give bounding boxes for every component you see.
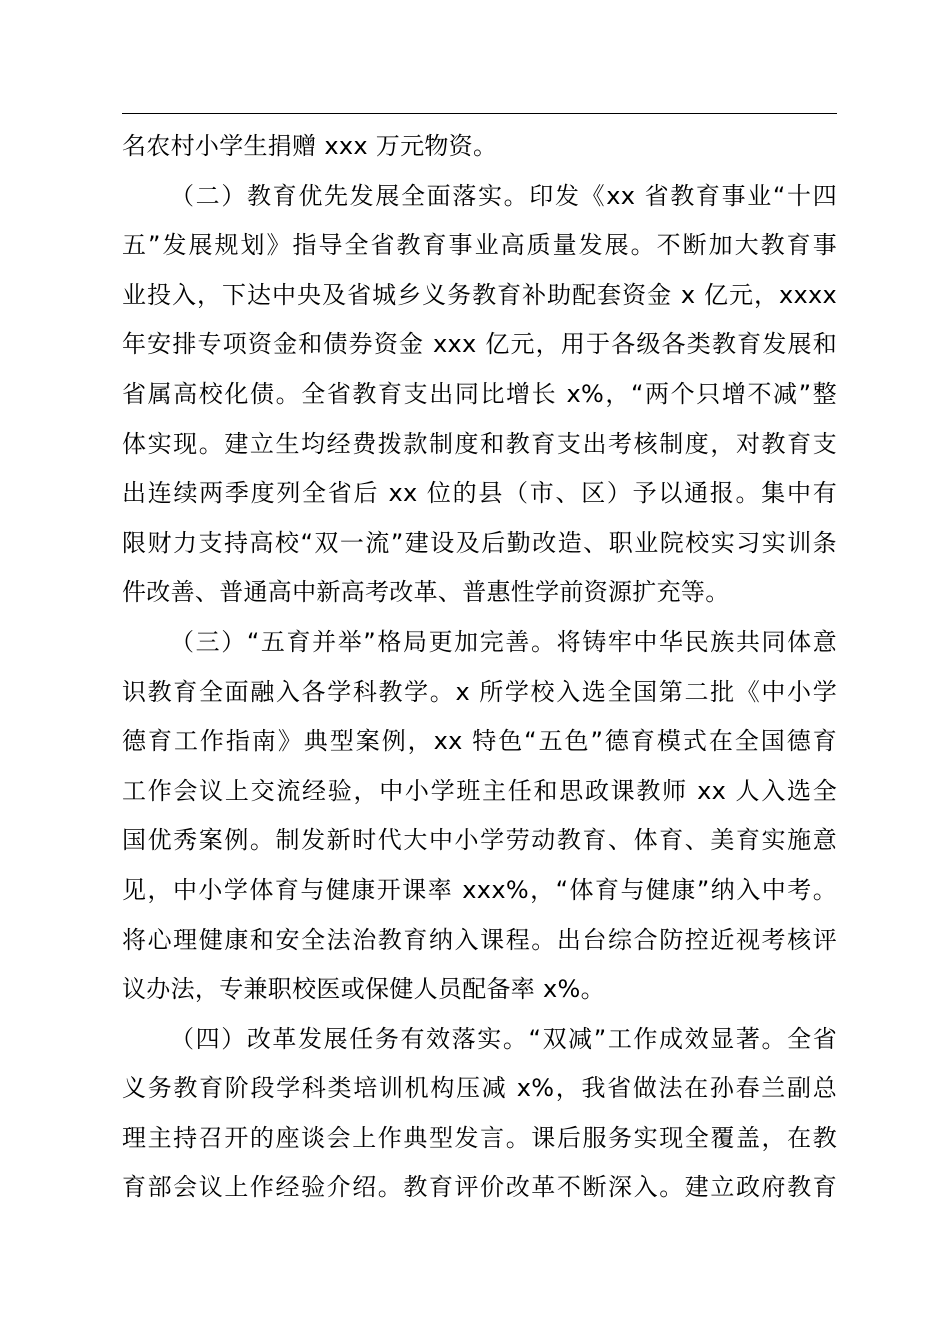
text-line: 国优秀案例。制发新时代大中小学劳动教育、体育、美育实施意 xyxy=(122,826,837,855)
text-line: 理主持召开的座谈会上作典型发言。课后服务实现全覆盖，在教 xyxy=(122,1123,837,1152)
text-line: 体实现。建立生均经费拨款制度和教育支出考核制度，对教育支 xyxy=(122,429,837,458)
text-line: 五”发展规划》指导全省教育事业高质量发展。不断加大教育事 xyxy=(122,231,837,260)
text-line: 名农村小学生捐赠 xxx 万元物资。 xyxy=(122,132,498,160)
paragraph-first-line: （三）“五育并举”格局更加完善。将铸牢中华民族共同体意 xyxy=(170,627,837,656)
text-line: 义务教育阶段学科类培训机构压减 x%，我省做法在孙春兰副总 xyxy=(122,1074,837,1103)
text-line: 见，中小学体育与健康开课率 xxx%，“体育与健康”纳入中考。 xyxy=(122,875,837,904)
text-line: 限财力支持高校“双一流”建设及后勤改造、职业院校实习实训条 xyxy=(122,528,837,557)
text-line: 业投入，下达中央及省城乡义务教育补助配套资金 x 亿元，xxxx xyxy=(122,280,837,309)
text-line: 议办法，专兼职校医或保健人员配备率 x%。 xyxy=(122,975,605,1004)
text-line: 育部会议上作经验介绍。教育评价改革不断深入。建立政府教育 xyxy=(122,1173,837,1202)
text-line: 工作会议上交流经验，中小学班主任和思政课教师 xx 人入选全 xyxy=(122,776,837,805)
paragraph-first-line: （二）教育优先发展全面落实。印发《xx 省教育事业“十四 xyxy=(170,181,837,210)
text-line: 件改善、普通高中新高考改革、普惠性学前资源扩充等。 xyxy=(122,578,730,607)
body-text xyxy=(122,122,837,1213)
text-line: 省属高校化债。全省教育支出同比增长 x%，“两个只增不减”整 xyxy=(122,379,837,408)
text-line: 识教育全面融入各学科教学。x 所学校入选全国第二批《中小学 xyxy=(122,677,837,706)
text-line: 年安排专项资金和债券资金 xxx 亿元，用于各级各类教育发展和 xyxy=(122,330,837,359)
text-line: 将心理健康和安全法治教育纳入课程。出台综合防控近视考核评 xyxy=(122,925,837,954)
text-line: 出连续两季度列全省后 xx 位的县（市、区）予以通报。集中有 xyxy=(122,479,837,508)
text-line: 德育工作指南》典型案例，xx 特色“五色”德育模式在全国德育 xyxy=(122,727,837,756)
paragraph-first-line: （四）改革发展任务有效落实。“双减”工作成效显著。全省 xyxy=(170,1024,837,1053)
header-rule xyxy=(122,113,837,114)
